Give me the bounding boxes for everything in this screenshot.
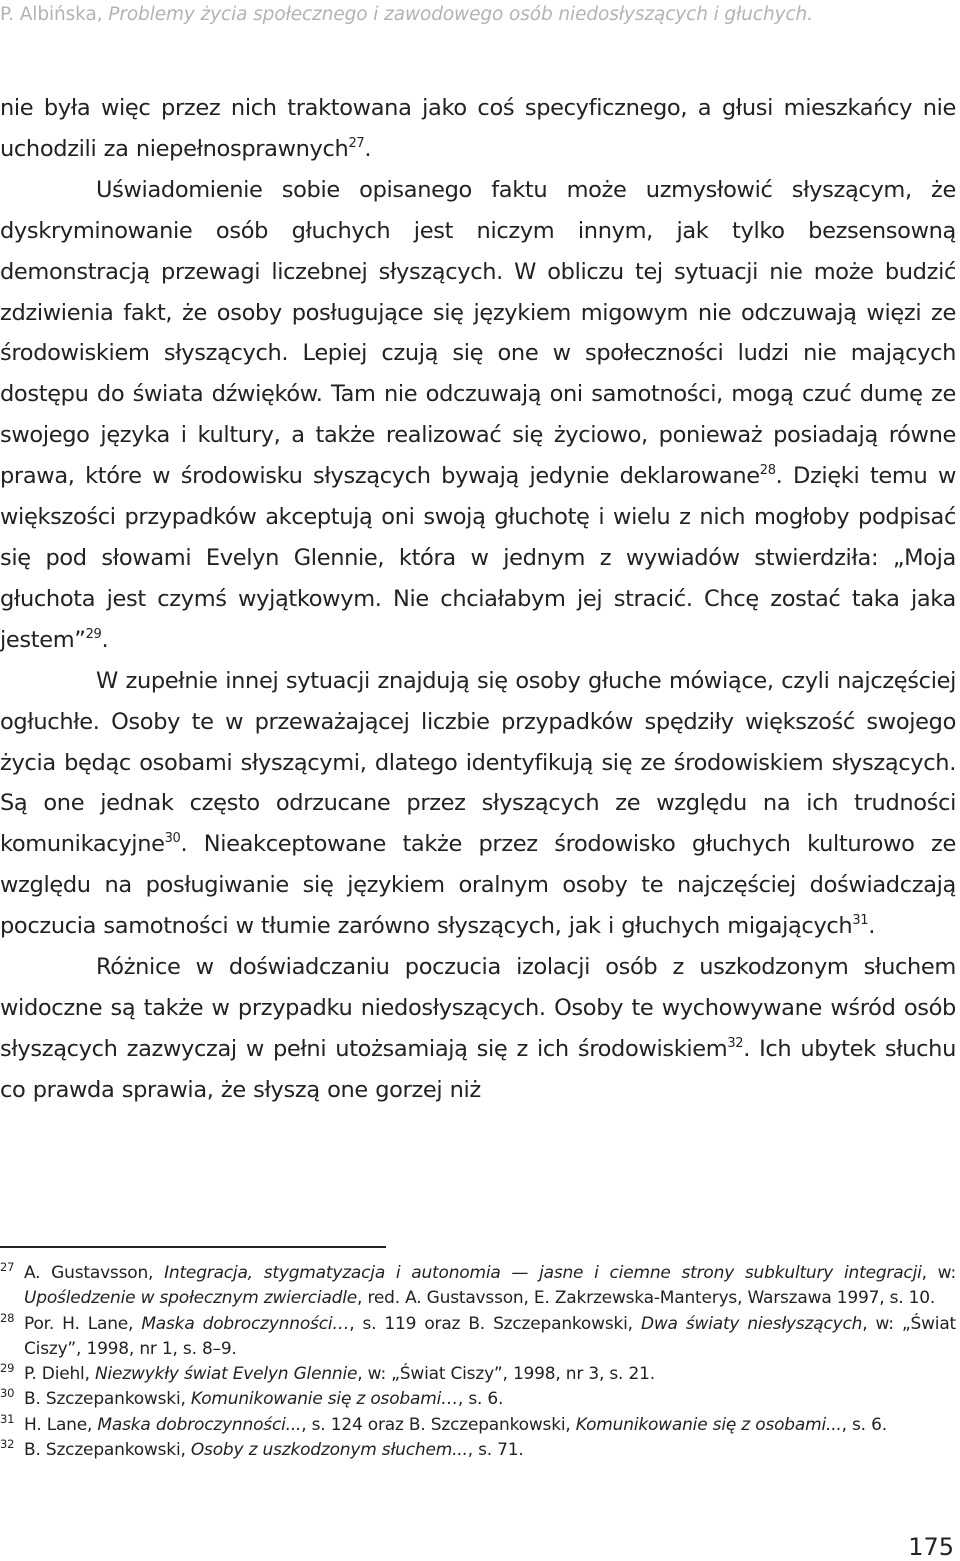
footnote-ref-27[interactable]: 27 (348, 135, 365, 151)
footnote-text: , w: (921, 1263, 956, 1283)
footnote-ref-28[interactable]: 28 (759, 463, 776, 479)
footnote-28 (0, 1312, 956, 1363)
footnote-text: , w: „Świat Ciszy”, 1998, nr 1, s. 8–9. (24, 1313, 956, 1359)
footnote-text: , s. 119 oraz B. Szczepankowski, (349, 1313, 641, 1334)
p3-text-3: . (868, 913, 875, 940)
footnote-text: H. Lane, (24, 1414, 98, 1435)
paragraph-2 (0, 170, 956, 661)
p3-text-1: W zupełnie innej sytuacji znajdują się osoby głuche mówiące, czyli najczęściej ogłuchłe. Osoby te w przeważającej liczbie przypadków spędziły większość swojego życia będąc osobami słyszącymi, dlatego identyfikują się ze środowiskiem słyszących. Są one jednak często odrzucane przez słyszących ze względu na ich trudności komunikacyjne (0, 667, 956, 858)
p2-text-3: . (101, 626, 109, 653)
main-text (0, 88, 956, 1111)
paragraph-1 (0, 88, 956, 170)
footnote-text: , w: „Świat Ciszy”, 1998, nr 3, s. 21. (357, 1364, 655, 1385)
p2-text-2: . Dzięki temu w większości przypadków akceptują oni swoją głuchotę i wielu z nich mogłoby podpisać się pod słowami Evelyn Glennie, która w jednym z wywiadów stwierdziła: „Moja głuchota jest czymś wyjątkowym. Nie chciałabym jej stracić. Chcę zostać taka jaka jestem” (0, 463, 956, 653)
footnote-number: 31 (0, 1411, 15, 1426)
footnote-number: 28 (0, 1310, 15, 1325)
footnote-title: Maska dobroczynności... (97, 1414, 302, 1435)
footnote-ref-30[interactable]: 30 (164, 831, 181, 847)
header-title: Problemy życia społecznego i zawodowego osób niedosłyszących i głuchych. (108, 4, 813, 25)
footnote-text: , s. 6. (841, 1414, 887, 1435)
footnote-title: Komunikowanie się z osobami… (190, 1389, 458, 1410)
footnote-title: Integracja, stygmatyzacja i autonomia — jasne i ciemne strony subkultury integracji (164, 1263, 922, 1283)
footnote-29 (0, 1362, 956, 1387)
footnote-number: 32 (0, 1437, 15, 1452)
p3-text-2: . Nieakceptowane także przez środowisko głuchych kulturowo ze względu na posługiwanie się językiem oralnym osoby te najczęściej doświadczają poczucia samotności w tłumie zarówno słyszących, jak i głuchych migających (0, 831, 956, 940)
footnote-text: Por. H. Lane, (24, 1313, 142, 1334)
footnote-title: Komunikowanie się z osobami... (575, 1414, 842, 1435)
footnote-title: Upośledzenie w społecznym zwierciadle (24, 1288, 358, 1309)
page-number: 175 (908, 1533, 954, 1561)
footnote-text: B. Szczepankowski, (24, 1389, 191, 1410)
footnote-32 (0, 1438, 956, 1463)
footnote-ref-31[interactable]: 31 (852, 913, 869, 929)
p4-text-1: Różnice w doświadczaniu poczucia izolacji osób z uszkodzonym słuchem widoczne są także w przypadku niedosłyszących. Osoby te wychowywane wśród osób słyszących zazwyczaj w pełni utożsamiają się z ich środowiskiem (0, 954, 956, 1062)
footnote-number: 30 (0, 1386, 15, 1401)
header-author: P. Albińska, (0, 4, 109, 25)
footnote-number: 27 (0, 1260, 15, 1274)
p1-text-1: nie była więc przez nich traktowana jako coś specyficznego, a głusi mieszkańcy nie uchodzili za niepełnosprawnych (0, 95, 956, 162)
footnote-31 (0, 1413, 956, 1438)
p2-text-1: Uświadomienie sobie opisanego faktu może uzmysłowić słyszącym, że dyskryminowanie osób głuchych jest niczym innym, jak tylko bezsensowną demonstracją przewagi liczebnej słyszących. W obliczu tej sytuacji nie może budzić zdziwienia fakt, że osoby posługujące się językiem migowym nie odczuwają więzi ze środowiskiem słyszących. Lepiej czują się one w społeczności ludzi nie mających dostępu do świata dźwięków. Tam nie odczuwają oni samotności, mogą czuć dumę ze swojego języka i kultury, a także realizować się życiowo, ponieważ posiadają równe prawa, które w środowisku słyszących bywają jedynie deklarowane (0, 176, 956, 490)
p4-text-2: . Ich ubytek słuchu co prawda sprawia, że słyszą one gorzej niż (0, 1035, 957, 1103)
footnote-title: Osoby z uszkodzonym słuchem... (190, 1440, 468, 1461)
paragraph-3 (0, 661, 956, 947)
footnote-ref-29[interactable]: 29 (85, 626, 102, 642)
footnote-text: , red. A. Gustavsson, E. Zakrzewska-Manterys, Warszawa 1997, s. 10. (357, 1288, 936, 1309)
footnote-30 (0, 1387, 956, 1412)
footnote-text: , s. 71. (467, 1440, 524, 1461)
footnote-ref-32[interactable]: 32 (727, 1035, 744, 1051)
footnote-27 (0, 1261, 956, 1312)
footnote-text: , s. 6. (457, 1389, 504, 1410)
paragraph-4 (0, 947, 956, 1111)
p1-text-2: . (364, 135, 372, 162)
footnote-text: A. Gustavsson, (24, 1263, 165, 1283)
footnote-title: Dwa światy niesłyszących (640, 1313, 863, 1334)
footnote-separator (0, 1246, 386, 1248)
footnote-title: Maska dobroczynności… (141, 1313, 350, 1334)
running-header (0, 4, 960, 25)
footnote-title: Niezwykły świat Evelyn Glennie (95, 1364, 358, 1385)
footnote-text: B. Szczepankowski, (24, 1440, 191, 1461)
footnote-number: 29 (0, 1361, 15, 1376)
footnotes (0, 1261, 956, 1463)
footnote-text: P. Diehl, (24, 1364, 95, 1385)
footnote-text: , s. 124 oraz B. Szczepankowski, (301, 1414, 576, 1435)
